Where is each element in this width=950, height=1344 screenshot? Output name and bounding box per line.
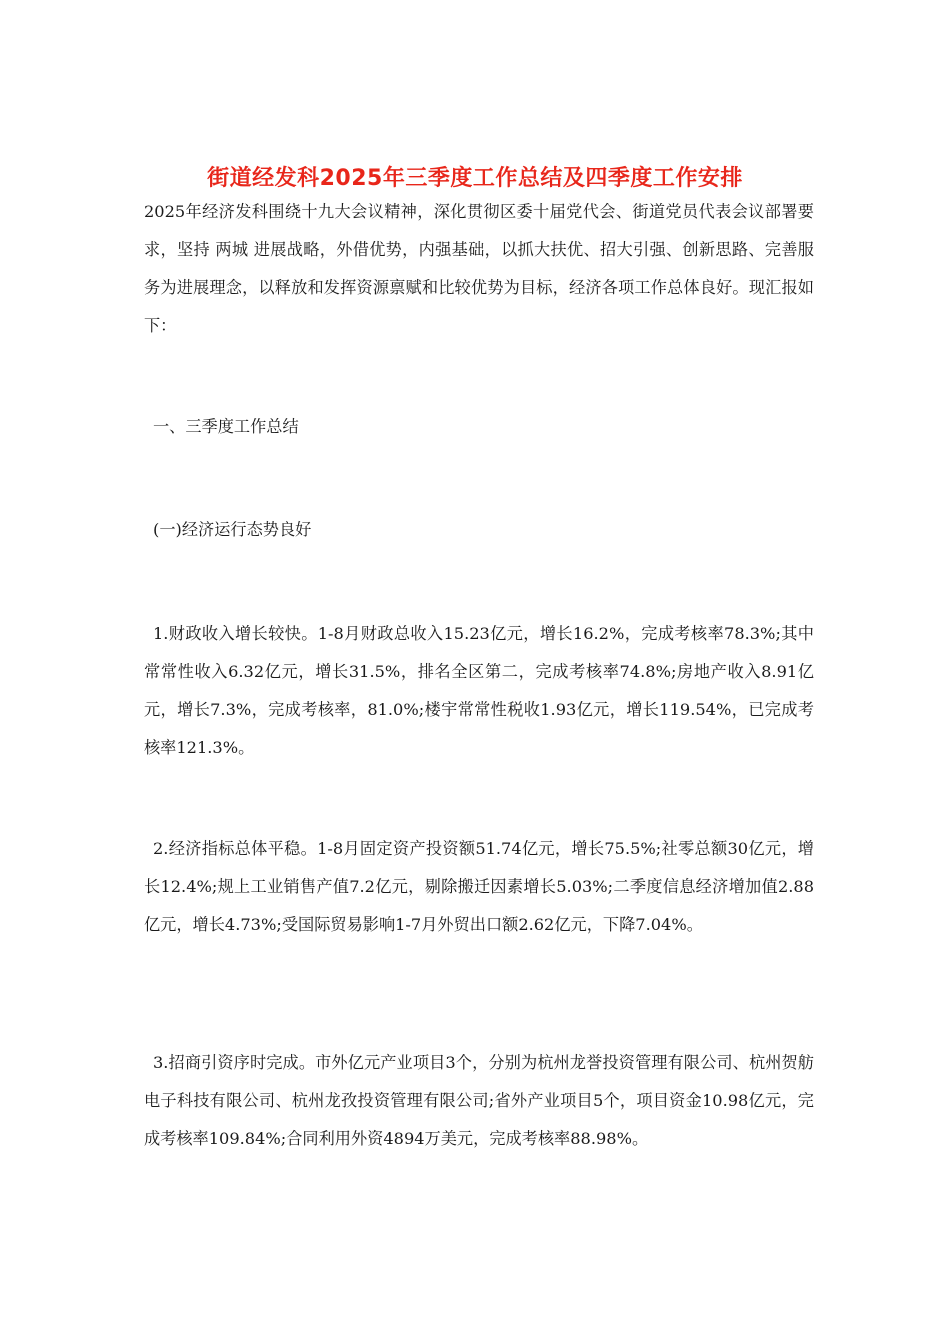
- paragraph-item-3: 3.招商引资序时完成。市外亿元产业项目3个，分别为杭州龙誉投资管理有限公司、杭州贺舫电子科技有限公司、杭州龙孜投资管理有限公司;省外产业项目5个，项目资金10.98亿元，完成考核率109.84%;合同利用外资4894万美元，完成考核率88.98%。: [144, 1053, 814, 1148]
- intro-paragraph: 2025年经济发科围绕十九大会议精神，深化贯彻区委十届党代会、街道党员代表会议部署要求，坚持 两城 进展战略，外借优势，内强基础，以抓大扶优、招大引强、创新思路、完善服务为进展理念，以释放和发挥资源禀赋和比较优势为目标，经济各项工作总体良好。现汇报如下：: [144, 202, 814, 335]
- subsection-heading-1: (一)经济运行态势良好: [153, 520, 312, 539]
- paragraph-item-1: 1.财政收入增长较快。1-8月财政总收入15.23亿元，增长16.2%，完成考核率78.3%;其中常常性收入6.32亿元，增长31.5%，排名全区第二，完成考核率74.8%;房地产收入8.91亿元，增长7.3%，完成考核率，81.0%;楼宇常常性税收1.93亿元，增长119.54%，已完成考核率121.3%。: [144, 624, 814, 757]
- paragraph-item-2: 2.经济指标总体平稳。1-8月固定资产投资额51.74亿元，增长75.5%;社零总额30亿元，增长12.4%;规上工业销售产值7.2亿元，剔除搬迁因素增长5.03%;二季度信息经济增加值2.88亿元，增长4.73%;受国际贸易影响1-7月外贸出口额2.62亿元，下降7.04%。: [144, 839, 814, 934]
- section-heading-1: 一、三季度工作总结: [153, 417, 299, 436]
- document-title: 街道经发科2025年三季度工作总结及四季度工作安排: [207, 165, 743, 191]
